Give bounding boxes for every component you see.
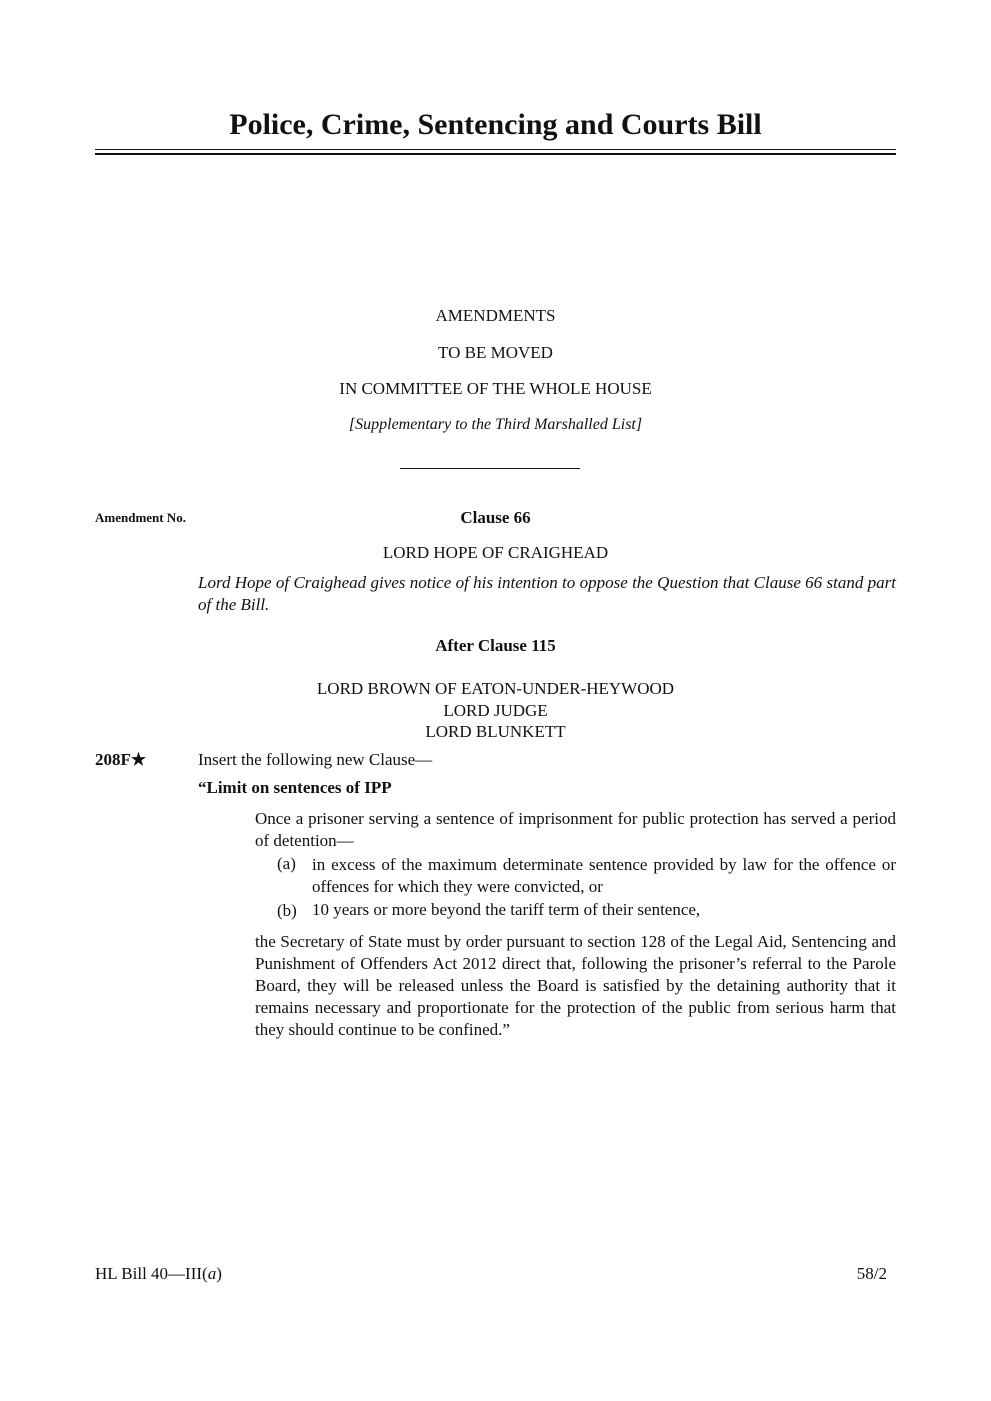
members-list — [95, 678, 896, 743]
footer-page-number: 58/2 — [856, 1264, 887, 1283]
item-label-a: (a) — [277, 854, 296, 873]
item-text-b: 10 years or more beyond the tariff term of their sentence, — [312, 900, 701, 919]
separator-rule — [400, 468, 580, 469]
clause-66-heading: Clause 66 — [460, 508, 531, 527]
title-rule-bottom — [95, 153, 896, 155]
supplementary-note: [Supplementary to the Third Marshalled List] — [348, 416, 643, 433]
to-be-moved-heading: TO BE MOVED — [438, 343, 553, 362]
after-clause-115-heading: After Clause 115 — [435, 636, 556, 655]
instruction-text: Insert the following new Clause— — [198, 750, 433, 769]
clause-conclusion: the Secretary of State must by order pursuant to section 128 of the Legal Aid, Sentencing and Punishment of Offenders Act 2012 direct that, following the prisoner’s referral to the Parole Board, they will be released unless the Board is satisfied by the detaining authority that it remains necessary and proportionate for the protection of the public from serious harm that they should continue to be confined.” — [255, 932, 896, 1039]
member-name: LORD BROWN OF EATON-UNDER-HEYWOOD — [316, 679, 675, 698]
footer-bill-reference: HL Bill 40—III(a) — [95, 1264, 222, 1283]
bill-title: Police, Crime, Sentencing and Courts Bill — [229, 108, 762, 141]
notice-text: Lord Hope of Craighead gives notice of his intention to oppose the Question that Clause 66 stand part of the Bill. — [198, 573, 896, 614]
clause-intro: Once a prisoner serving a sentence of imprisonment for public protection has served a period of detention— — [255, 809, 896, 850]
item-label-b: (b) — [277, 901, 297, 920]
committee-heading: IN COMMITTEE OF THE WHOLE HOUSE — [339, 379, 652, 398]
amendment-no-label: Amendment No. — [95, 510, 186, 525]
member-name: LORD HOPE OF CRAIGHEAD — [382, 543, 609, 562]
item-text-a: in excess of the maximum determinate sentence provided by law for the offence or offences for which they were convicted, or — [312, 855, 896, 896]
title-rule-top — [95, 149, 896, 150]
new-clause-title: “Limit on sentences of IPP — [198, 778, 392, 797]
amendments-heading: AMENDMENTS — [435, 306, 556, 325]
member-name: LORD BLUNKETT — [425, 722, 566, 741]
member-name: LORD JUDGE — [443, 700, 548, 720]
amendment-number: 208F★ — [95, 750, 147, 769]
